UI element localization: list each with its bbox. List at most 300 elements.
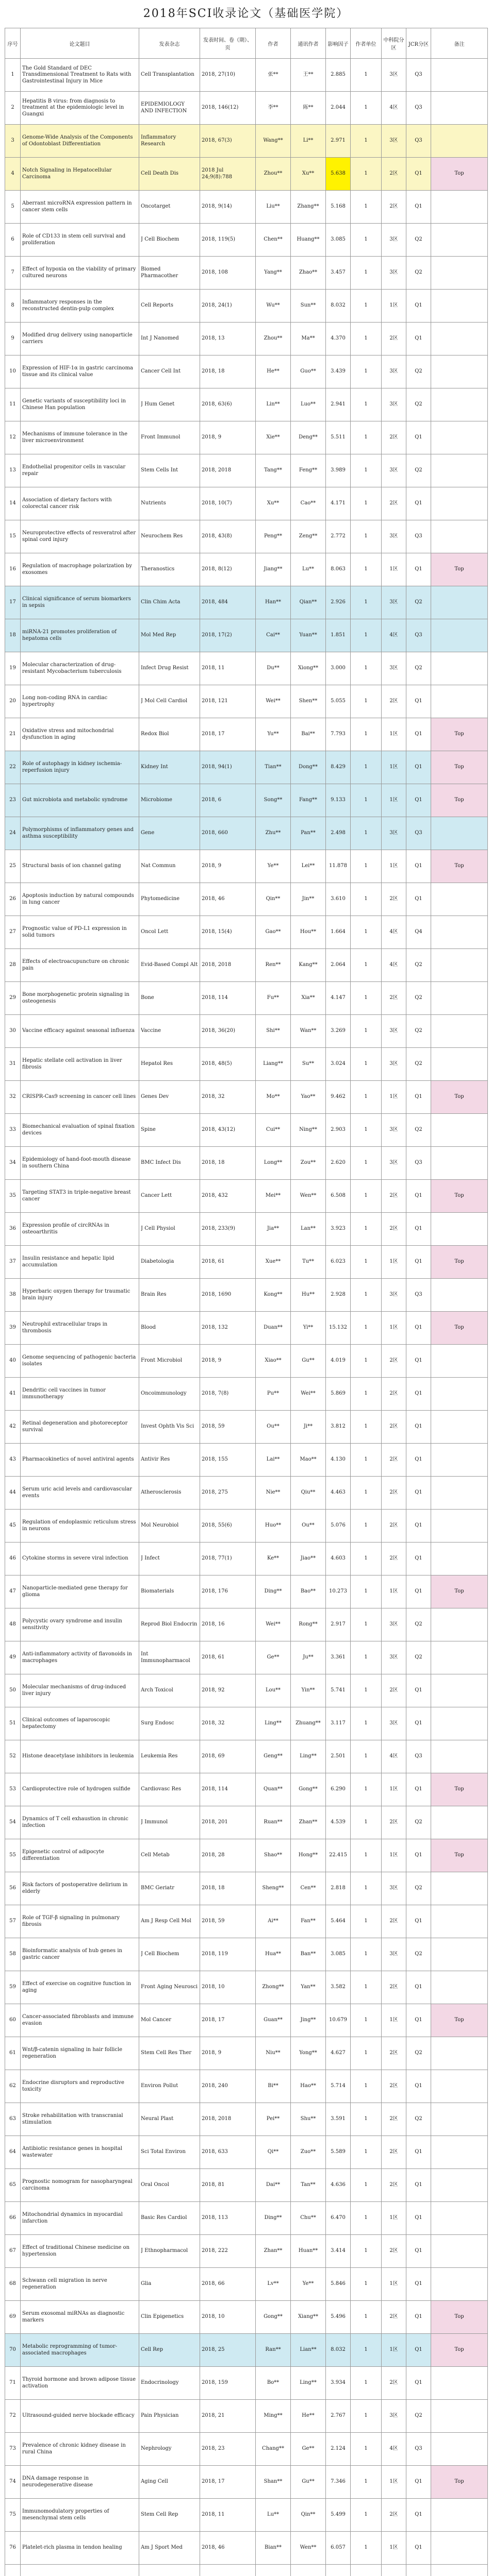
impact-factor-cell <box>326 2268 351 2301</box>
jcr-zone-text: Q1 <box>415 500 422 506</box>
table-row <box>5 1279 488 1312</box>
cas-zone-cell <box>382 1510 406 1543</box>
affiliation-text: 1 <box>364 2314 368 2320</box>
journal-cell <box>139 1246 200 1279</box>
affiliation-cell <box>351 2532 382 2565</box>
paper-title-cell <box>21 2400 139 2433</box>
paper-title-cell <box>21 2004 139 2037</box>
publish-info-cell <box>200 1575 256 1608</box>
journal-text: Endocrinology <box>141 2380 179 2386</box>
remark-cell <box>431 586 488 619</box>
paper-title-text: Notch Signaling in Hepatocellular Carcinoma <box>22 167 112 180</box>
remark-cell <box>431 652 488 685</box>
jcr-zone-text: Q1 <box>415 2380 422 2386</box>
authors-text: Ge** <box>267 1654 280 1660</box>
journal-text: Oral Oncol <box>141 2182 169 2188</box>
cas-zone-cell <box>382 1279 406 1312</box>
jcr-zone-text: Q1 <box>415 1918 422 1924</box>
cas-zone-cell <box>382 1411 406 1444</box>
cas-zone-cell <box>382 2004 406 2037</box>
jcr-zone-text: Q1 <box>415 1984 422 1990</box>
authors-cell <box>256 125 291 158</box>
impact-factor-cell <box>326 916 351 949</box>
affiliation-text: 1 <box>364 1720 368 1726</box>
impact-factor-text: 3.085 <box>331 236 346 243</box>
jcr-zone-cell <box>406 2268 431 2301</box>
affiliation-text: 1 <box>364 698 368 704</box>
journal-text: Oncol Lett <box>141 929 169 935</box>
authors-cell <box>256 1345 291 1378</box>
cas-zone-text: 3区 <box>389 665 398 671</box>
cas-zone-cell <box>382 520 406 553</box>
remark-cell <box>431 2202 488 2235</box>
row-index-text: 16 <box>9 566 16 572</box>
cas-zone-text: 3区 <box>389 1028 398 1034</box>
cas-zone-cell <box>382 487 406 520</box>
journal-text: Bone <box>141 995 154 1001</box>
table-row <box>5 257 488 290</box>
journal-cell <box>139 2499 200 2532</box>
publish-info-text: 2018, 9 <box>202 1358 222 1364</box>
paper-title-cell <box>21 1213 139 1246</box>
authors-text: Lin** <box>266 401 280 408</box>
publish-info-cell <box>200 1147 256 1180</box>
cas-zone-cell <box>382 2466 406 2499</box>
publish-info-text: 2018, 108 <box>202 269 228 276</box>
impact-factor-text: 5.638 <box>331 171 346 177</box>
corresponding-author-text: Hao** <box>300 2083 316 2089</box>
jcr-zone-text: Q1 <box>415 1423 422 1430</box>
authors-cell <box>256 1971 291 2004</box>
corresponding-author-text: Gu** <box>302 2479 315 2485</box>
table-row <box>5 1246 488 1279</box>
jcr-zone-cell <box>406 224 431 257</box>
impact-factor-cell <box>326 784 351 817</box>
remark-cell <box>431 2037 488 2070</box>
jcr-zone-cell <box>406 2334 431 2367</box>
impact-factor-text: 3.934 <box>331 2380 346 2386</box>
paper-title-text: Role of TGF-β signaling in pulmonary fibrosis <box>22 1915 120 1927</box>
affiliation-text: 1 <box>364 830 368 836</box>
journal-text: Front Immunol <box>141 434 181 440</box>
impact-factor-text: 5.714 <box>331 2083 346 2089</box>
remark-cell <box>431 1905 488 1938</box>
cas-zone-text: 3区 <box>389 236 398 243</box>
row-index-cell <box>5 2004 21 2037</box>
affiliation-text: 1 <box>364 1621 368 1628</box>
impact-factor-cell <box>326 2334 351 2367</box>
remark-text: Top <box>454 2314 464 2320</box>
publish-info-cell <box>200 2334 256 2367</box>
remark-cell <box>431 1608 488 1641</box>
row-index-text: 62 <box>9 2083 16 2089</box>
cas-zone-text: 1区 <box>389 1325 398 1331</box>
paper-title-text: Pharmacokinetics of novel antiviral agents <box>22 1456 134 1463</box>
impact-factor-text: 3.361 <box>331 1654 346 1660</box>
journal-text: J Cell Biochem <box>141 1951 179 1957</box>
affiliation-cell <box>351 1015 382 1048</box>
publish-info-text: 2018, 9 <box>202 434 222 440</box>
row-index-text: 40 <box>9 1358 16 1364</box>
affiliation-cell <box>351 2004 382 2037</box>
paper-title-cell <box>21 1872 139 1905</box>
paper-title-cell <box>21 1674 139 1707</box>
table-row <box>5 1905 488 1938</box>
paper-title-cell <box>21 1444 139 1477</box>
corresponding-author-cell <box>291 1806 326 1839</box>
impact-factor-text: 11.878 <box>329 863 347 869</box>
publish-info-cell <box>200 191 256 224</box>
row-index-cell <box>5 421 21 454</box>
journal-text: Am J Sport Med <box>141 2545 183 2551</box>
impact-factor-text: 2.971 <box>331 138 346 144</box>
jcr-zone-cell <box>406 1444 431 1477</box>
paper-title-text: Epidemiology of hand-foot-mouth disease in southern China <box>22 1157 131 1169</box>
cas-zone-text: 3区 <box>389 533 398 539</box>
corresponding-author-cell <box>291 2268 326 2301</box>
row-index-cell <box>5 1806 21 1839</box>
corresponding-author-cell <box>291 1246 326 1279</box>
cas-zone-text: 1区 <box>389 1588 398 1595</box>
row-index-text: 70 <box>9 2347 16 2353</box>
journal-text: Stem Cells Int <box>141 467 178 473</box>
authors-cell <box>256 224 291 257</box>
publish-info-text: 2018, 17 <box>202 731 225 737</box>
row-index-cell <box>5 1740 21 1773</box>
journal-text: J Mol Cell Cardiol <box>141 698 188 704</box>
paper-title-cell <box>21 388 139 421</box>
cas-zone-text: 2区 <box>389 171 398 177</box>
paper-title-cell <box>21 1608 139 1641</box>
publish-info-cell <box>200 1444 256 1477</box>
jcr-zone-text: Q1 <box>415 896 422 902</box>
remark-cell <box>431 2433 488 2466</box>
table-row <box>5 224 488 257</box>
authors-cell <box>256 388 291 421</box>
cas-zone-text: 1区 <box>389 2545 398 2551</box>
jcr-zone-text: Q1 <box>415 1193 422 1199</box>
corresponding-author-cell <box>291 1279 326 1312</box>
remark-text: Top <box>454 1094 464 1100</box>
table-row <box>5 2301 488 2334</box>
journal-cell <box>139 1707 200 1740</box>
impact-factor-cell <box>326 1839 351 1872</box>
affiliation-cell <box>351 191 382 224</box>
publish-info-cell <box>200 2400 256 2433</box>
affiliation-text: 1 <box>364 2248 368 2254</box>
remark-cell <box>431 125 488 158</box>
row-index-text: 9 <box>11 335 14 342</box>
jcr-zone-cell <box>406 125 431 158</box>
authors-cell <box>256 1246 291 1279</box>
jcr-zone-cell <box>406 1773 431 1806</box>
cas-zone-cell <box>382 2103 406 2136</box>
paper-title-text: Effects of electroacupuncture on chronic pain <box>22 959 129 971</box>
remark-cell <box>431 1839 488 1872</box>
corresponding-author-cell <box>291 2433 326 2466</box>
paper-title-text: miRNA-21 promotes proliferation of hepatoma cells <box>22 629 117 641</box>
journal-cell <box>139 421 200 454</box>
corresponding-author-text: Shen** <box>299 698 318 704</box>
journal-text: Front Aging Neurosci <box>141 1984 198 1990</box>
journal-text: Spine <box>141 1127 156 1133</box>
impact-factor-text: 2.885 <box>331 72 346 78</box>
row-index-cell <box>5 454 21 487</box>
cas-zone-cell <box>382 2136 406 2169</box>
row-index-text: 54 <box>9 1819 16 1825</box>
remark-cell <box>431 949 488 982</box>
authors-text: Wei** <box>266 698 281 704</box>
table-row <box>5 982 488 1015</box>
publish-info-cell <box>200 2301 256 2334</box>
journal-text: Cancer Cell Int <box>141 368 181 375</box>
cas-zone-text: 1区 <box>389 2479 398 2485</box>
authors-text: Gao** <box>265 929 281 935</box>
impact-factor-cell <box>326 2367 351 2400</box>
remark-cell <box>431 2004 488 2037</box>
publish-info-cell <box>200 685 256 718</box>
journal-cell <box>139 355 200 388</box>
affiliation-text: 1 <box>364 929 368 935</box>
corresponding-author-text: Hu** <box>301 1292 315 1298</box>
corresponding-author-cell <box>291 2565 326 2576</box>
journal-text: Evid-Based Compl Alt <box>141 962 198 968</box>
authors-cell <box>256 1575 291 1608</box>
row-index-text: 8 <box>11 302 14 309</box>
authors-cell <box>256 1608 291 1641</box>
row-index-cell <box>5 1378 21 1411</box>
row-index-text: 13 <box>9 467 16 473</box>
table-row <box>5 2565 488 2576</box>
table-row <box>5 92 488 125</box>
cas-zone-text: 3区 <box>389 72 398 78</box>
authors-text: Dai** <box>266 2182 281 2188</box>
paper-title-cell <box>21 1411 139 1444</box>
affiliation-text: 1 <box>364 2182 368 2188</box>
row-index-cell <box>5 1048 21 1081</box>
affiliation-cell <box>351 1707 382 1740</box>
journal-cell <box>139 125 200 158</box>
affiliation-cell <box>351 388 382 421</box>
publish-info-text: 2018, 9(14) <box>202 204 232 210</box>
impact-factor-cell <box>326 1707 351 1740</box>
corresponding-author-cell <box>291 355 326 388</box>
cas-zone-text: 4区 <box>389 929 398 935</box>
affiliation-text: 1 <box>364 401 368 408</box>
paper-title-text: Serum uric acid levels and cardiovascular events <box>22 1486 133 1499</box>
paper-title-text: Schwann cell migration in nerve regeneration <box>22 2278 107 2290</box>
table-row <box>5 1839 488 1872</box>
row-index-text: 50 <box>9 1687 16 1693</box>
jcr-zone-cell <box>406 2070 431 2103</box>
journal-text: Atherosclerosis <box>141 1489 182 1496</box>
corresponding-author-cell <box>291 2169 326 2202</box>
cas-zone-cell <box>382 257 406 290</box>
row-index-text: 11 <box>9 401 16 408</box>
corresponding-author-cell <box>291 2202 326 2235</box>
row-index-cell <box>5 619 21 652</box>
journal-text: Surg Endosc <box>141 1720 174 1726</box>
cas-zone-cell <box>382 2202 406 2235</box>
cas-zone-text: 2区 <box>389 1358 398 1364</box>
row-index-cell <box>5 2268 21 2301</box>
corresponding-author-text: Lei** <box>301 863 315 869</box>
impact-factor-text: 2.767 <box>331 2413 346 2419</box>
remark-cell <box>431 2169 488 2202</box>
corresponding-author-text: Xia** <box>301 995 315 1001</box>
journal-cell <box>139 1378 200 1411</box>
corresponding-author-text: Bao** <box>300 1588 316 1595</box>
cas-zone-text: 1区 <box>389 1259 398 1265</box>
authors-cell <box>256 92 291 125</box>
table-row <box>5 1872 488 1905</box>
row-index-text: 19 <box>9 665 16 671</box>
row-index-text: 65 <box>9 2182 16 2188</box>
remark-cell <box>431 92 488 125</box>
row-index-cell <box>5 1905 21 1938</box>
cas-zone-cell <box>382 1938 406 1971</box>
affiliation-cell <box>351 1411 382 1444</box>
table-row <box>5 1180 488 1213</box>
journal-text: Glia <box>141 2281 152 2287</box>
remark-cell <box>431 553 488 586</box>
impact-factor-cell <box>326 355 351 388</box>
jcr-zone-text: Q1 <box>415 2017 422 2023</box>
column-header: JCR分区 <box>406 28 431 59</box>
corresponding-author-cell <box>291 2004 326 2037</box>
cas-zone-text: 3区 <box>389 467 398 473</box>
table-row <box>5 1378 488 1411</box>
affiliation-cell <box>351 520 382 553</box>
authors-text: Ke** <box>267 1555 280 1562</box>
remark-cell <box>431 1312 488 1345</box>
impact-factor-cell <box>326 1905 351 1938</box>
corresponding-author-cell <box>291 290 326 323</box>
journal-cell <box>139 2169 200 2202</box>
cas-zone-cell <box>382 1608 406 1641</box>
cas-zone-cell <box>382 2499 406 2532</box>
impact-factor-cell <box>326 2235 351 2268</box>
cas-zone-text: 3区 <box>389 1127 398 1133</box>
row-index-cell <box>5 652 21 685</box>
paper-title-text: Endocrine disruptors and reproductive toxicity <box>22 2080 124 2092</box>
cas-zone-cell <box>382 1971 406 2004</box>
affiliation-text: 1 <box>364 335 368 342</box>
corresponding-author-text: Zhao** <box>299 269 318 276</box>
corresponding-author-text: Lan** <box>300 1226 316 1232</box>
jcr-zone-cell <box>406 2400 431 2433</box>
affiliation-text: 1 <box>364 1292 368 1298</box>
cas-zone-cell <box>382 290 406 323</box>
jcr-zone-text: Q1 <box>415 204 422 210</box>
jcr-zone-cell <box>406 520 431 553</box>
paper-title-cell <box>21 718 139 751</box>
column-header: 中科院分区 <box>382 28 406 59</box>
corresponding-author-text: Zhang** <box>297 204 319 210</box>
authors-cell <box>256 1773 291 1806</box>
corresponding-author-text: Hou** <box>300 929 317 935</box>
impact-factor-cell <box>326 1411 351 1444</box>
journal-cell <box>139 1773 200 1806</box>
table-row <box>5 1213 488 1246</box>
jcr-zone-cell <box>406 1147 431 1180</box>
paper-title-text: Mechanisms of immune tolerance in the liver microenvironment <box>22 431 127 444</box>
paper-title-cell <box>21 257 139 290</box>
paper-title-cell <box>21 2466 139 2499</box>
paper-title-cell <box>21 2235 139 2268</box>
impact-factor-cell <box>326 191 351 224</box>
table-row <box>5 487 488 520</box>
corresponding-author-text: Xiong** <box>298 665 319 671</box>
impact-factor-cell <box>326 619 351 652</box>
remark-cell <box>431 421 488 454</box>
corresponding-author-cell <box>291 1740 326 1773</box>
remark-text: Top <box>454 1193 464 1199</box>
remark-text: Top <box>454 731 464 737</box>
table-row <box>5 1444 488 1477</box>
cas-zone-text: 3区 <box>389 1621 398 1628</box>
jcr-zone-cell <box>406 817 431 850</box>
row-index-cell <box>5 2070 21 2103</box>
corresponding-author-text: Gong** <box>299 1786 318 1792</box>
paper-title-cell <box>21 1180 139 1213</box>
row-index-cell <box>5 1015 21 1048</box>
jcr-zone-text: Q2 <box>415 1885 422 1891</box>
jcr-zone-text: Q1 <box>415 335 422 342</box>
journal-text: Biomed Pharmacother <box>141 266 178 279</box>
authors-text: 李** <box>268 105 278 111</box>
authors-text: Ling** <box>265 1720 282 1726</box>
cas-zone-cell <box>382 421 406 454</box>
impact-factor-text: 7.346 <box>331 2479 346 2485</box>
journal-text: J Ethnopharmacol <box>141 2248 188 2254</box>
cas-zone-text: 1区 <box>389 764 398 770</box>
cas-zone-text: 3区 <box>389 1885 398 1891</box>
impact-factor-cell <box>326 1444 351 1477</box>
paper-title-text: Histone deacetylase inhibitors in leukemia <box>22 1753 134 1759</box>
authors-cell <box>256 982 291 1015</box>
remark-text: Top <box>454 1259 464 1265</box>
jcr-zone-cell <box>406 59 431 92</box>
affiliation-text: 1 <box>364 1193 368 1199</box>
paper-title-text: Inflammatory responses in the reconstructed dentin-pulp complex <box>22 299 114 312</box>
corresponding-author-text: Zeng** <box>299 533 318 539</box>
journal-text: BMC Infect Dis <box>141 1160 181 1166</box>
impact-factor-text: 9.133 <box>331 797 346 803</box>
publish-info-cell <box>200 1872 256 1905</box>
authors-cell <box>256 2169 291 2202</box>
corresponding-author-cell <box>291 652 326 685</box>
corresponding-author-cell <box>291 784 326 817</box>
journal-cell <box>139 619 200 652</box>
corresponding-author-text: Ling** <box>300 1753 317 1759</box>
affiliation-cell <box>351 2565 382 2576</box>
impact-factor-cell <box>326 1872 351 1905</box>
journal-text: EPIDEMIOLOGY AND INFECTION <box>141 101 187 114</box>
cas-zone-text: 2区 <box>389 204 398 210</box>
publish-info-cell <box>200 520 256 553</box>
table-row <box>5 751 488 784</box>
publish-info-cell <box>200 2532 256 2565</box>
affiliation-text: 1 <box>364 1160 368 1166</box>
journal-text: Front Microbiol <box>141 1358 183 1364</box>
affiliation-text: 1 <box>364 434 368 440</box>
corresponding-author-text: Sun** <box>300 302 316 309</box>
remark-cell <box>431 2301 488 2334</box>
corresponding-author-cell <box>291 1575 326 1608</box>
affiliation-cell <box>351 323 382 355</box>
table-row <box>5 323 488 355</box>
